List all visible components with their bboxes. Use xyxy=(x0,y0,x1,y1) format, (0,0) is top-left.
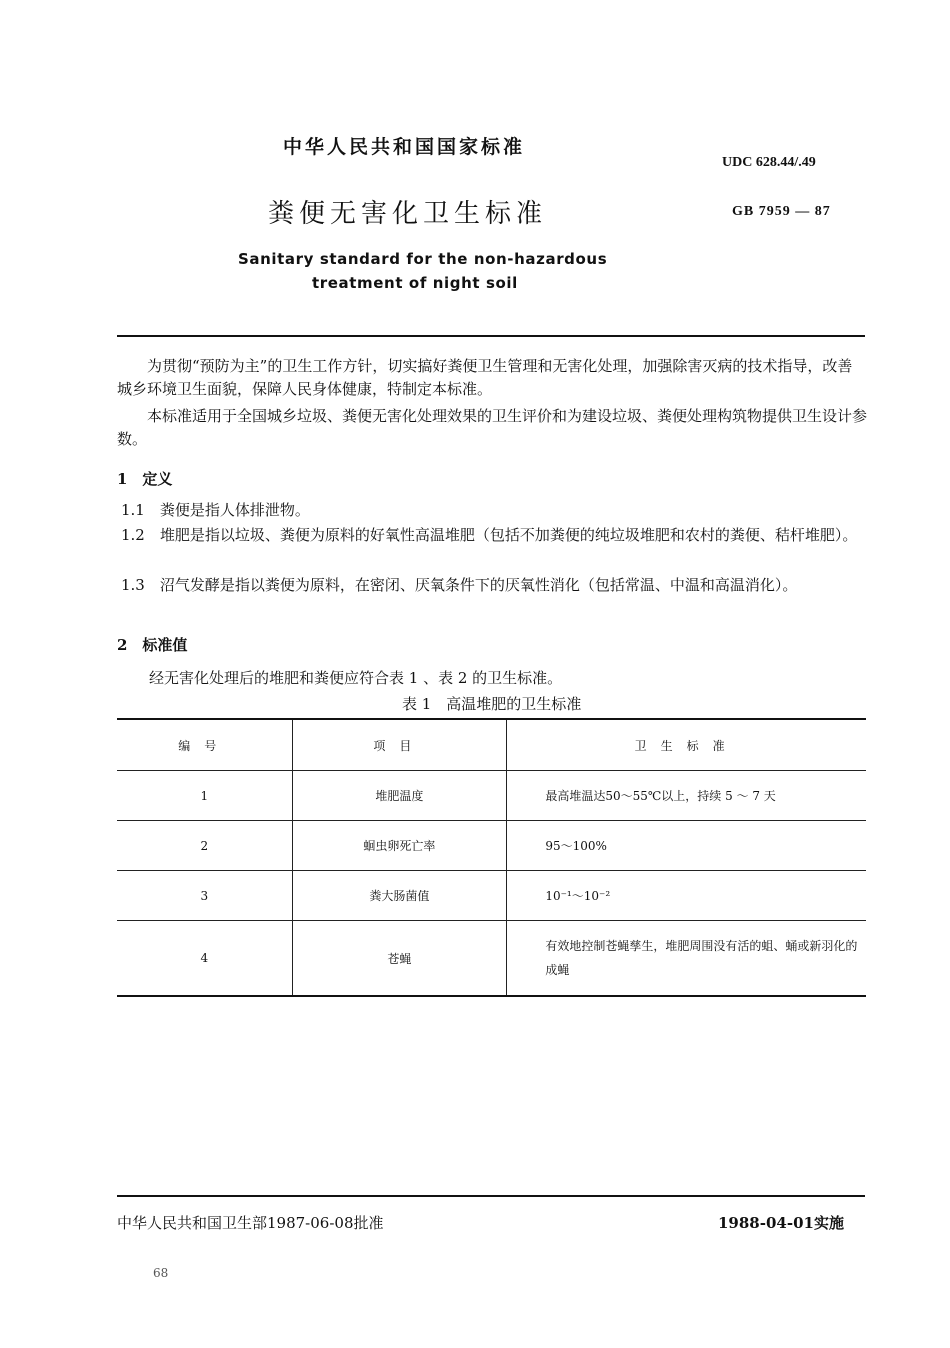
row-item: 蛔虫卵死亡率 xyxy=(292,821,507,871)
row-number: 3 xyxy=(117,871,292,921)
row-standard: 95～100% xyxy=(507,821,866,871)
page-number: 68 xyxy=(153,1266,169,1280)
header-number: 编号 xyxy=(117,719,292,771)
section-2-heading: 2 标准值 xyxy=(117,636,188,654)
udc-code: UDC 628.44/.49 xyxy=(722,155,816,170)
row-item: 苍蝇 xyxy=(292,921,507,997)
approval-note: 中华人民共和国卫生部1987-06-08批准 xyxy=(117,1214,384,1232)
table-row xyxy=(117,771,866,821)
definition-1-1: 1.1 粪便是指人体排泄物。 xyxy=(121,501,310,519)
header-divider xyxy=(117,335,865,337)
table-row xyxy=(117,921,866,997)
gb-number: GB 7959 — 87 xyxy=(732,204,831,219)
document-title-cn: 粪便无害化卫生标准 xyxy=(268,199,548,229)
table-header-row xyxy=(117,719,866,771)
table-row xyxy=(117,821,866,871)
table-caption: 表 1 高温堆肥的卫生标准 xyxy=(402,695,582,713)
row-item: 堆肥温度 xyxy=(292,771,507,821)
row-standard: 10⁻¹～10⁻² xyxy=(507,871,866,921)
definition-1-2: 1.2 堆肥是指以垃圾、粪便为原料的好氧性高温堆肥（包括不加粪便的纯垃圾堆肥和农村的粪便、秸杆堆肥）。 xyxy=(121,526,858,544)
section-2-text: 经无害化处理后的堆肥和粪便应符合表 1 、表 2 的卫生标准。 xyxy=(149,669,563,687)
section-1-heading: 1 定义 xyxy=(117,470,173,488)
header-standard: 卫生标准 xyxy=(507,719,866,771)
row-number: 4 xyxy=(117,921,292,997)
row-standard: 最高堆温达50～55℃以上，持续 5 ～ 7 天 xyxy=(507,771,866,821)
intro-paragraph-1: 为贯彻“预防为主”的卫生工作方针，切实搞好粪便卫生管理和无害化处理，加强除害灭病的技术指导，改善城乡环境卫生面貌，保障人民身体健康，特制定本标准。 xyxy=(117,357,853,398)
row-item: 粪大肠菌值 xyxy=(292,871,507,921)
row-number: 1 xyxy=(117,771,292,821)
document-title-en-line1: Sanitary standard for the non-hazardous xyxy=(238,250,608,268)
footer-divider xyxy=(117,1195,865,1197)
document-title-en-line2: treatment of night soil xyxy=(312,274,518,292)
national-standard-label: 中华人民共和国国家标准 xyxy=(283,136,526,158)
header-item: 项目 xyxy=(292,719,507,771)
table-row xyxy=(117,871,866,921)
definition-1-3: 1.3 沼气发酵是指以粪便为原料，在密闭、厌氧条件下的厌氧性消化（包括常温、中温和高温消化）。 xyxy=(121,576,798,594)
row-standard: 有效地控制苍蝇孳生，堆肥周围没有活的蛆、蛹或新羽化的成蝇 xyxy=(507,921,866,997)
intro-paragraph-2: 本标准适用于全国城乡垃圾、粪便无害化处理效果的卫生评价和为建设垃圾、粪便处理构筑物提供卫生设计参数。 xyxy=(117,407,868,448)
standard-table xyxy=(117,718,866,997)
effective-date: 1988-04-01实施 xyxy=(718,1214,844,1232)
row-number: 2 xyxy=(117,821,292,871)
